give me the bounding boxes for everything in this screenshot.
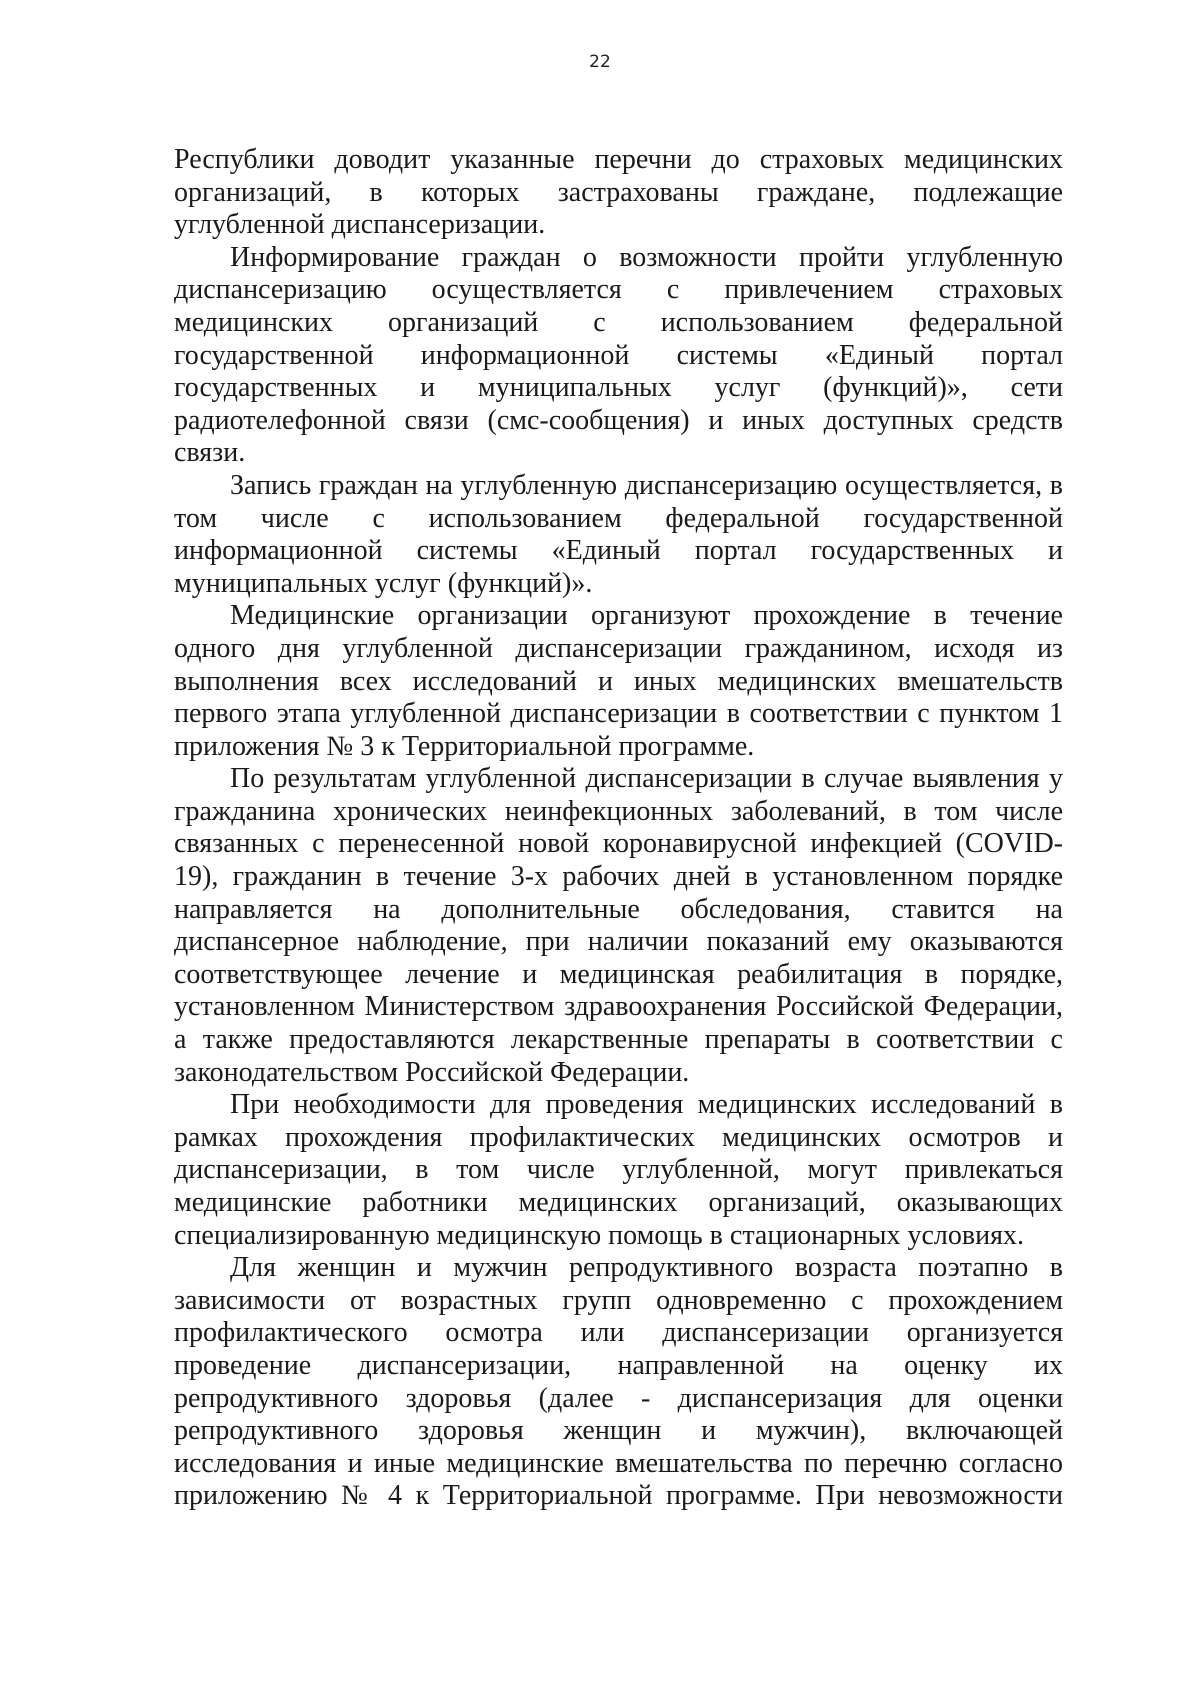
page-number: 22	[589, 52, 611, 72]
paragraph-6: При необходимости для проведения медицинских исследований в рамках прохождения профилактических медицинских осмотров и диспансеризации, в том числе углубленной, могут привлекаться медицинские работники медицинских организаций, оказывающих специализированную медицинскую помощь в стационарных условиях.	[174, 1089, 1063, 1251]
paragraph-3: Запись граждан на углубленную диспансеризацию осуществляется, в том числе с использованием федеральной государственной информационной системы «Единый портал государственных и муниципальных услуг (функций)».	[174, 469, 1063, 599]
paragraph-2: Информирование граждан о возможности пройти углубленную диспансеризацию осуществляется с привлечением страховых медицинских организаций с использованием федеральной государственной информационной системы «Единый портал государственных и муниципальных услуг (функций)», сети радиотелефонной связи (смс-сообщения) и иных доступных средств связи.	[174, 241, 1063, 469]
paragraph-4: Медицинские организации организуют прохождение в течение одного дня углубленной диспансеризации гражданином, исходя из выполнения всех исследований и иных медицинских вмешательств первого этапа углубленной диспансеризации в соответствии с пунктом 1 приложения № 3 к Территориальной программе.	[174, 600, 1063, 762]
document-body	[174, 144, 1063, 1513]
paragraph-7: Для женщин и мужчин репродуктивного возраста поэтапно в зависимости от возрастных групп одновременно с прохождением профилактического осмотра или диспансеризации организуется проведение диспансеризации, направленной на оценку их репродуктивного здоровья (далее - диспансеризация для оценки репродуктивного здоровья женщин и мужчин), включающей исследования и иные медицинские вмешательства по перечню согласно приложению № 4 к Территориальной программе. При невозможности	[174, 1252, 1063, 1512]
paragraph-1: Республики доводит указанные перечни до страховых медицинских организаций, в которых застрахованы граждане, подлежащие углубленной диспансеризации.	[174, 144, 1063, 241]
paragraph-5: По результатам углубленной диспансеризации в случае выявления у гражданина хронических неинфекционных заболеваний, в том числе связанных с перенесенной новой коронавирусной инфекцией (COVID-19), гражданин в течение 3-х рабочих дней в установленном порядке направляется на дополнительные обследования, ставится на диспансерное наблюдение, при наличии показаний ему оказываются соответствующее лечение и медицинская реабилитация в порядке, установленном Министерством здравоохранения Российской Федерации, а также предоставляются лекарственные препараты в соответствии с законодательством Российской Федерации.	[174, 763, 1063, 1088]
